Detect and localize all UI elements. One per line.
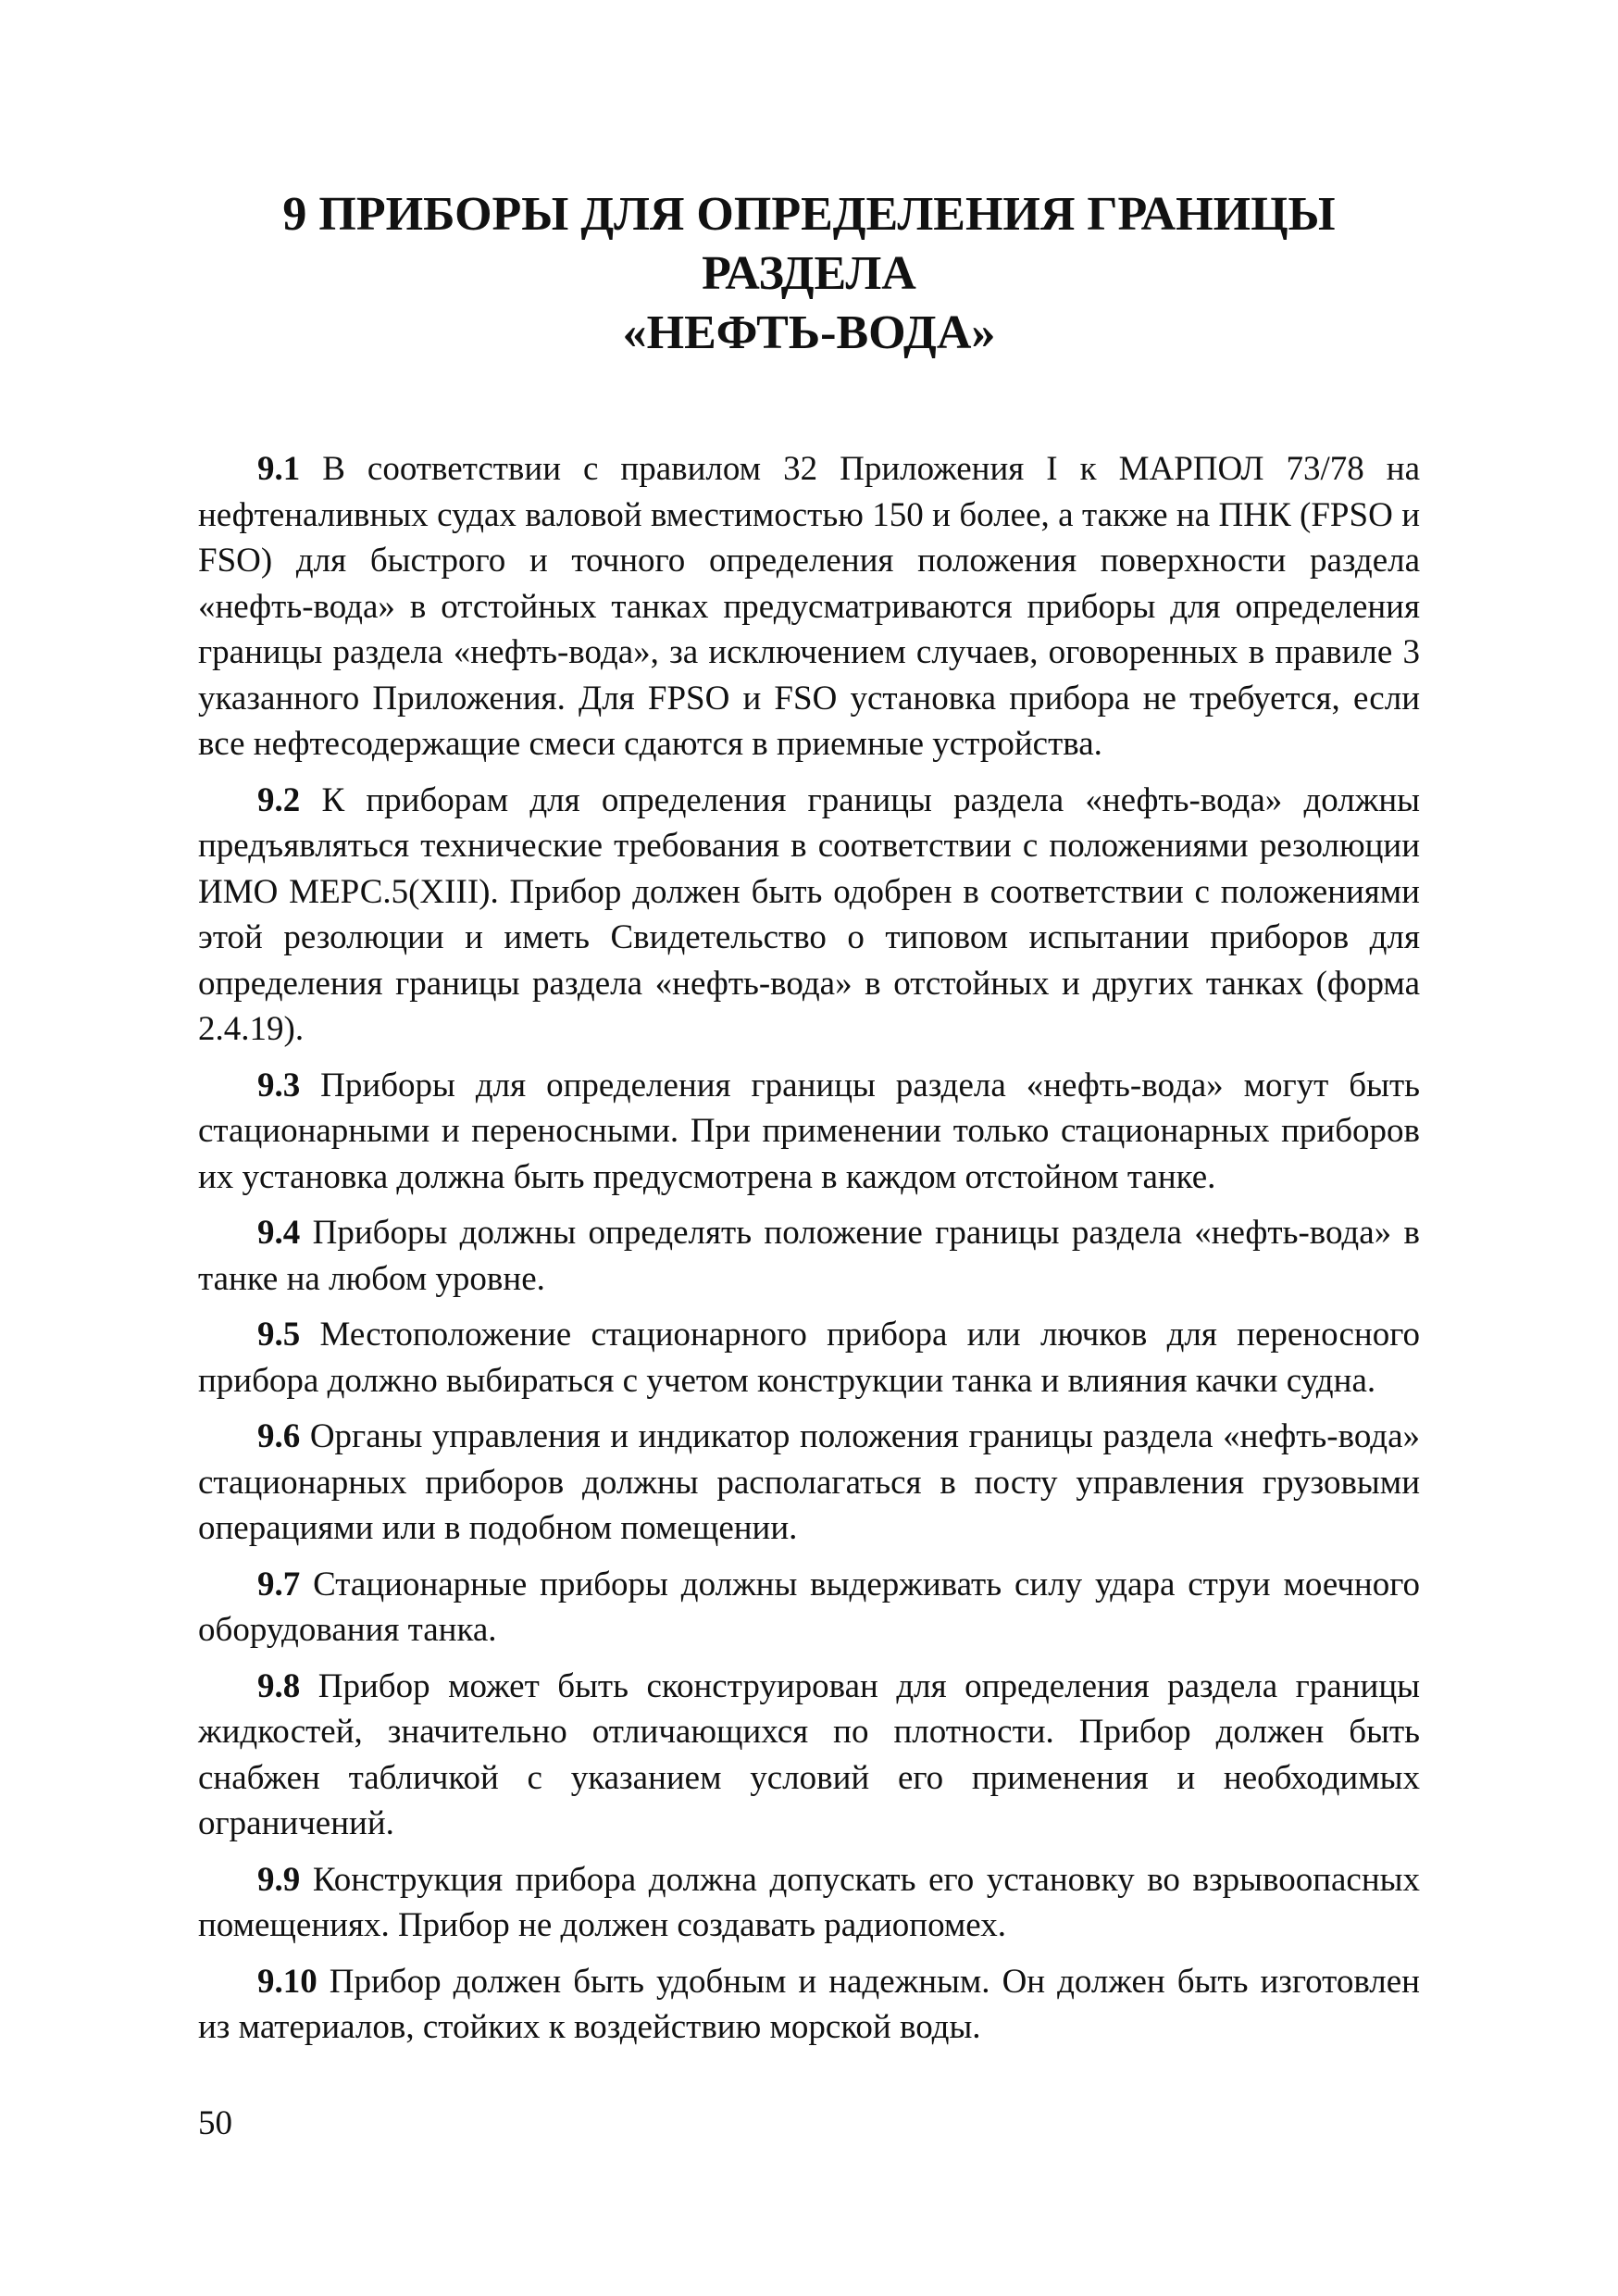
paragraph-9-4 [198, 1210, 1420, 1302]
paragraph-number: 9.4 [257, 1214, 301, 1252]
paragraph-9-10 [198, 1959, 1420, 2051]
section-title-line-1: 9 ПРИБОРЫ ДЛЯ ОПРЕДЕЛЕНИЯ ГРАНИЦЫ РАЗДЕЛА [282, 188, 1336, 300]
paragraph-text: В соответствии с правилом 32 Приложения I к МАРПОЛ 73/78 на нефтеналивных судах валовой вместимостью 150 и более, а также на ПНК (FPSO и FSO) для быстрого и точного определения положения поверхности раздела «нефть-вода» в отстойных танках предусматриваются приборы для определения границы раздела «нефть-вода», за исключением случаев, оговоренных в правиле 3 указанного Приложения. Для FPSO и FSO установка прибора не требуется, если все нефтесодержащие смеси сдаются в приемные устройства. [198, 450, 1420, 763]
paragraph-text: Органы управления и индикатор положения границы раздела «нефть-вода» стационарных приборов должны располагаться в посту управления грузовыми операциями или в подобном помещении. [198, 1417, 1420, 1547]
paragraph-9-7 [198, 1562, 1420, 1653]
paragraph-number: 9.5 [257, 1316, 301, 1354]
section-title [198, 185, 1420, 363]
paragraph-number: 9.6 [257, 1417, 301, 1455]
paragraph-number: 9.2 [257, 780, 301, 819]
paragraph-text: Прибор может быть сконструирован для определения раздела границы жидкостей, значительно отличающихся по плотности. Прибор должен быть снабжен табличкой с указанием условий его применения и необходимых ограничений. [198, 1666, 1420, 1842]
paragraph-text: Приборы для определения границы раздела «нефть-вода» могут быть стационарными и переносными. При применении только стационарных приборов их установка должна быть предусмотрена в каждом отстойном танке. [198, 1066, 1420, 1196]
paragraph-text: Стационарные приборы должны выдерживать силу удара струи моечного оборудования танка. [198, 1565, 1420, 1649]
section-title-line-2: «НЕФТЬ-ВОДА» [622, 306, 996, 359]
paragraph-number: 9.10 [257, 1962, 317, 2001]
paragraph-9-3 [198, 1063, 1420, 1201]
paragraph-9-2 [198, 778, 1420, 1053]
paragraph-9-6 [198, 1414, 1420, 1552]
paragraph-text: Приборы должны определять положение границы раздела «нефть-вода» в танке на любом уровне. [198, 1214, 1420, 1298]
paragraph-number: 9.1 [257, 450, 301, 488]
paragraph-9-9 [198, 1857, 1420, 1949]
paragraph-text: Конструкция прибора должна допускать его установку во взрывоопасных помещениях. Прибор не должен создавать радиопомех. [198, 1860, 1420, 1944]
paragraph-text: Прибор должен быть удобным и надежным. Он должен быть изготовлен из материалов, стойких к воздействию морской воды. [198, 1962, 1420, 2046]
paragraph-9-8 [198, 1664, 1420, 1847]
paragraph-9-5 [198, 1312, 1420, 1404]
document-page [198, 185, 1420, 2061]
paragraph-number: 9.7 [257, 1565, 301, 1603]
page-number: 50 [198, 2104, 232, 2142]
paragraph-number: 9.3 [257, 1066, 301, 1104]
paragraph-text: Местоположение стационарного прибора или лючков для переносного прибора должно выбираться с учетом конструкции танка и влияния качки судна. [198, 1316, 1420, 1400]
paragraph-number: 9.8 [257, 1666, 301, 1705]
paragraph-number: 9.9 [257, 1860, 301, 1899]
paragraph-text: К приборам для определения границы раздела «нефть-вода» должны предъявляться технические требования в соответствии с положениями резолюции ИМО МЕРС.5(XIII). Прибор должен быть одобрен в соответствии с положениями этой резолюции и иметь Свидетельство о типовом испытании приборов для определения границы раздела «нефть-вода» в отстойных и других танках (форма 2.4.19). [198, 780, 1420, 1048]
paragraph-9-1 [198, 446, 1420, 767]
